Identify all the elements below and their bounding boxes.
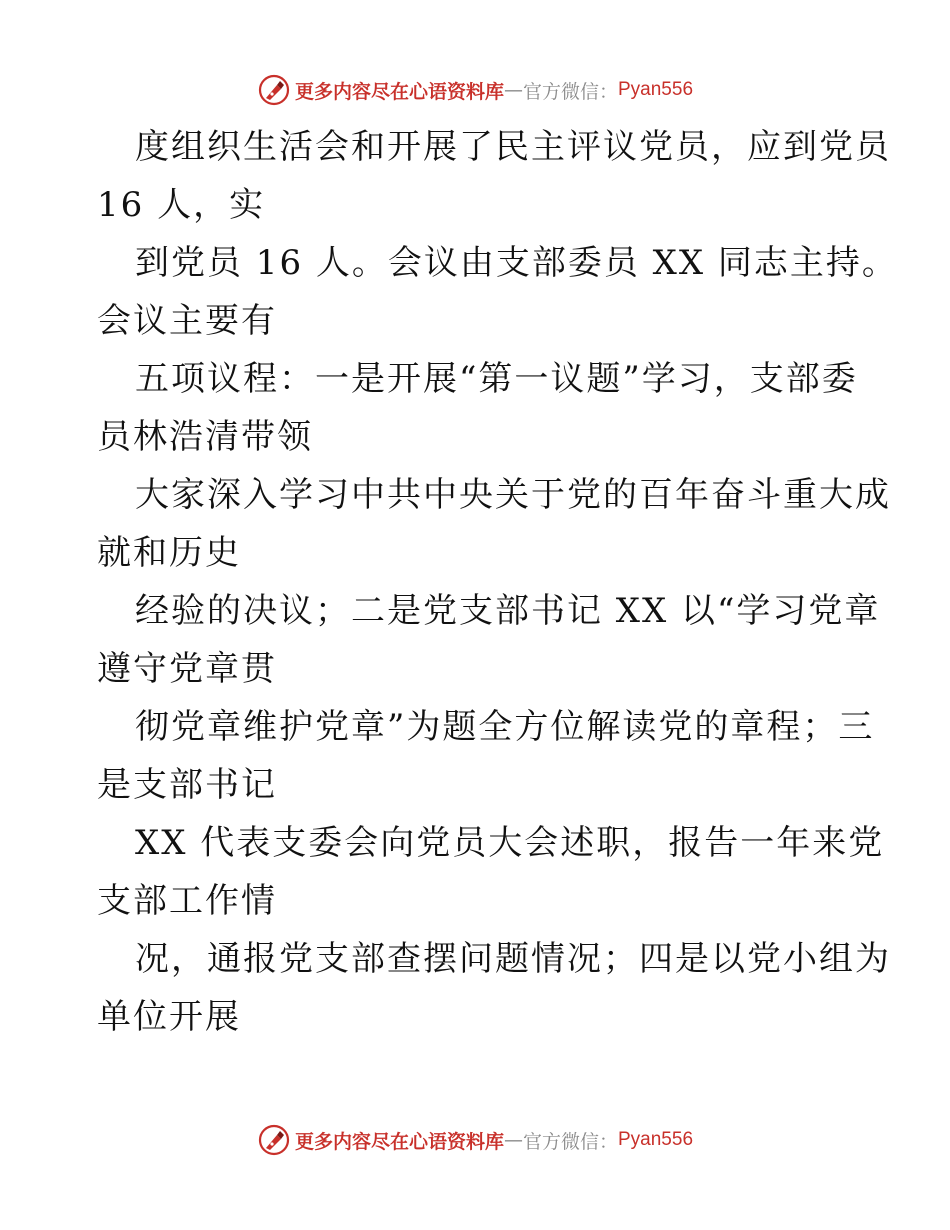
text-line: 度组织生活会和开展了民主评议党员，应到党员 [135, 127, 891, 167]
banner-separator: — [503, 1129, 523, 1151]
banner-wechat-label: 官方微信： [522, 80, 618, 103]
text-line: 会议主要有 [97, 301, 277, 341]
text-line: 到党员 16 人。会议由支部委员 XX 同志主持。 [135, 243, 898, 283]
text-line: 大家深入学习中共中央关于党的百年奋斗重大成 [135, 475, 891, 515]
banner-title: 更多内容尽在心语资料库 [294, 80, 504, 103]
text-line: 单位开展 [97, 997, 241, 1037]
banner-wechat-label: 官方微信： [522, 1130, 618, 1153]
text-line: 五项议程：一是开展“第一议题”学习，支部委 [135, 359, 858, 399]
document-body [97, 118, 898, 1046]
banner-wechat-id: Pyan556 [618, 79, 694, 100]
text-line: 员林浩清带领 [97, 417, 313, 457]
text-line: 就和历史 [97, 533, 241, 573]
footer-banner [0, 1120, 950, 1160]
header-banner [0, 70, 950, 110]
text-line: 是支部书记 [97, 765, 277, 805]
text-line: 经验的决议；二是党支部书记 XX 以“学习党章 [135, 591, 881, 631]
text-line: 况，通报党支部查摆问题情况；四是以党小组为 [135, 939, 891, 979]
text-line: 彻党章维护党章”为题全方位解读党的章程；三 [135, 707, 875, 747]
text-line: XX 代表支委会向党员大会述职，报告一年来党 [135, 823, 885, 863]
text-line: 支部工作情 [97, 881, 277, 921]
banner-wechat-id: Pyan556 [618, 1129, 694, 1150]
pen-nib-logo-icon [257, 1123, 291, 1157]
text-line: 遵守党章贯 [97, 649, 277, 689]
banner-title: 更多内容尽在心语资料库 [294, 1130, 504, 1153]
banner-separator: — [503, 79, 523, 101]
text-line: 16 人，实 [97, 185, 266, 225]
pen-nib-logo-icon [257, 73, 291, 107]
